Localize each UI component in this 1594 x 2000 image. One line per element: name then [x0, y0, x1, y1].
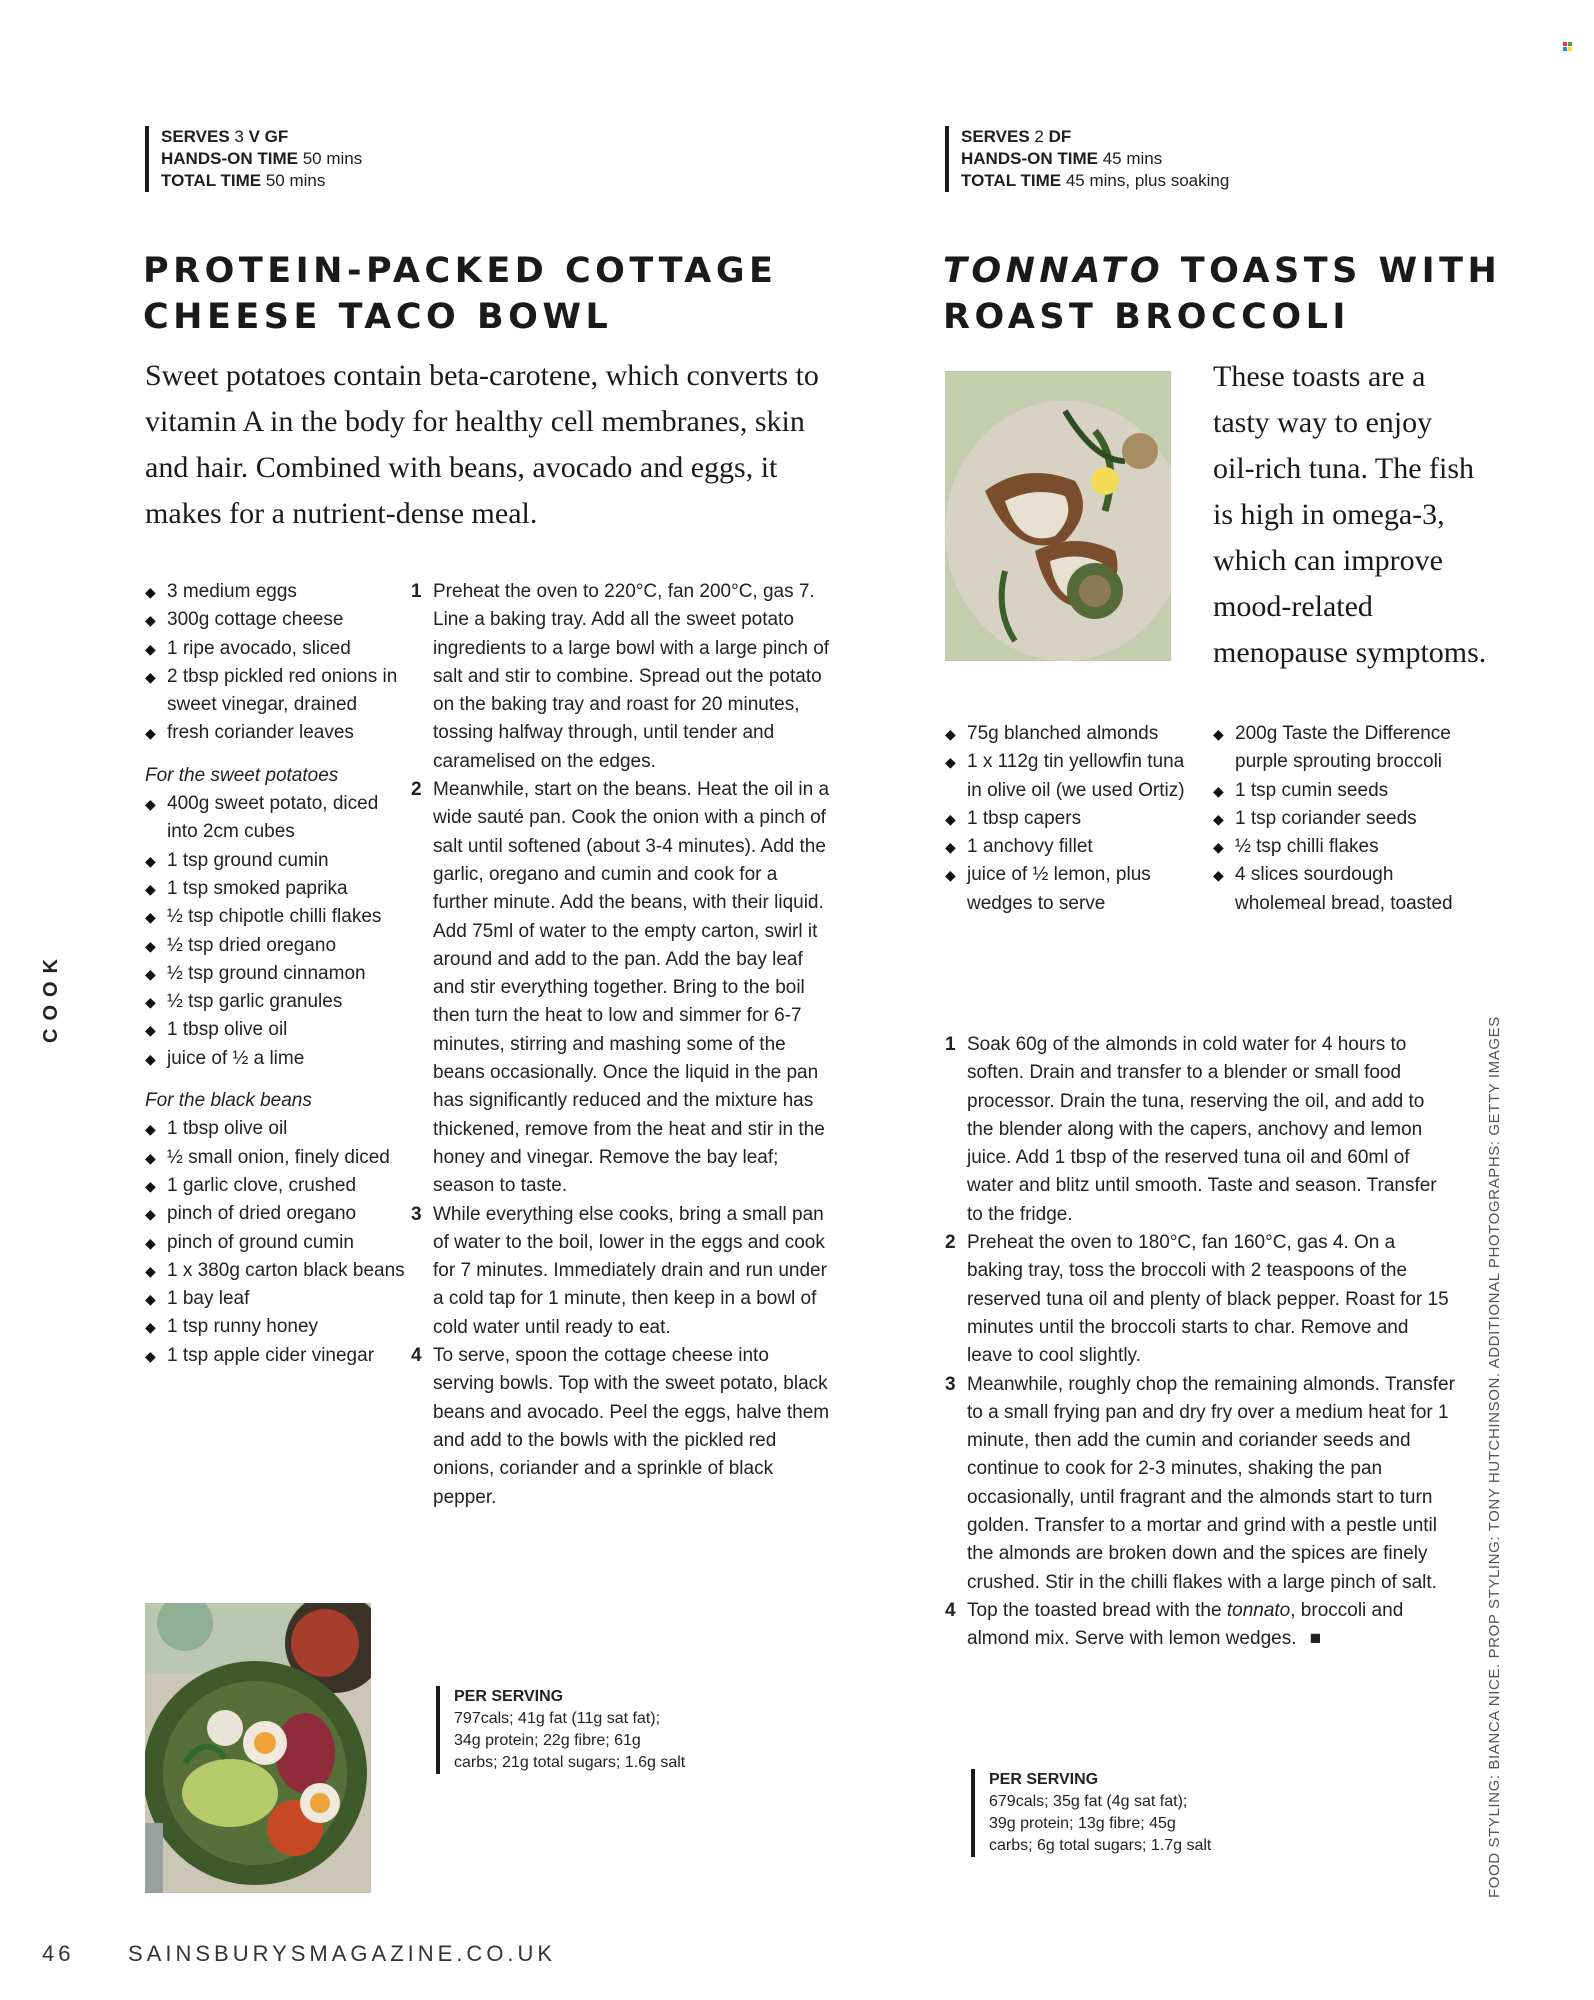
total-time-value: 45 mins, plus soaking: [1065, 171, 1230, 190]
ingredient-item: ◆ 1 anchovy fillet: [945, 833, 1195, 861]
right-nutrition: [971, 1769, 1211, 1857]
nutrition-line-1: 679cals; 35g fat (4g sat fat);: [989, 1793, 1188, 1810]
ingredient-item: ◆ 4 slices sourdough wholemeal bread, toasted: [1213, 861, 1463, 918]
intro-line: These toasts are a: [1213, 360, 1426, 393]
nutrition-line-2: 39g protein; 13g fibre; 45g: [989, 1815, 1176, 1832]
left-recipe-title: [143, 248, 777, 340]
ingredient-item: ◆ 1 tsp cumin seeds: [1213, 777, 1463, 805]
serves-value: 2: [1034, 127, 1044, 146]
serves-label: SERVES: [161, 127, 230, 146]
step-number: 3: [945, 1373, 956, 1395]
ingredient-item: ◆ pinch of ground cumin: [145, 1229, 407, 1257]
method-step: [945, 1229, 1455, 1370]
left-intro: Sweet potatoes contain beta-carotene, which converts to vitamin A in the body for healthy cell membranes, skin and hair. Combined with beans, avocado and eggs, it makes for a nutrient-dense meal.: [145, 359, 819, 530]
right-ingredients-col-2: [1213, 720, 1463, 918]
right-ingredients-col-1: [945, 720, 1195, 918]
total-time-label: TOTAL TIME: [161, 171, 262, 190]
intro-line: tasty way to enjoy: [1213, 406, 1433, 439]
nutrition-line-1: 797cals; 41g fat (11g sat fat);: [454, 1710, 661, 1727]
left-method: [411, 578, 831, 1512]
ingredient-item: ◆ 1 tsp smoked paprika: [145, 875, 407, 903]
step-number: 4: [945, 1599, 956, 1621]
intro-line: menopause symptoms.: [1213, 636, 1487, 669]
ingredient-item: ◆ ½ small onion, finely diced: [145, 1144, 407, 1172]
step-number: 1: [945, 1034, 956, 1055]
ingredient-item: ◆ 3 medium eggs: [145, 578, 407, 606]
hands-on-value: 45 mins: [1102, 149, 1163, 168]
ingredient-item: ◆ ½ tsp chipotle chilli flakes: [145, 903, 407, 931]
ingredient-item: ◆ 1 tsp runny honey: [145, 1313, 407, 1341]
intro-line: mood-related: [1213, 590, 1373, 623]
title-rest: TOASTS WITH: [1164, 251, 1502, 291]
ingredient-item: ◆ 1 garlic clove, crushed: [145, 1172, 407, 1200]
ingredient-item: ◆ 200g Taste the Difference purple sprouting broccoli: [1213, 720, 1463, 777]
ingredient-item: ◆ 1 tbsp olive oil: [145, 1016, 407, 1044]
step-text: To serve, spoon the cottage cheese into serving bowls. Top with the sweet potato, black beans and avocado. Peel the eggs, halve them and add to the bowls with the pickled red onions, coriander and a sprinkle of black pepper.: [433, 1345, 830, 1508]
ingredient-item: ◆ 1 x 112g tin yellowfin tuna in olive oil (we used Ortiz): [945, 748, 1195, 805]
method-step: [945, 1371, 1455, 1597]
step-text: Meanwhile, start on the beans. Heat the oil in a wide sauté pan. Cook the onion with a pinch of salt until softened (about 3-4 minutes). Add the garlic, oregano and cumin and cook for a further minute. Add the beans, with their liquid. Add 75ml of water to the empty carton, swirl it around and add to the pan. Add the bay leaf and stir everything together. Bring to the boil then turn the heat to low and simmer for 6-7 minutes, stirring and mashing some of the beans occasionally. Once the liquid in the pan has significantly reduced and the mixture has thickened, remove from the heat and stir in the honey and vinegar. Remove the bay leaf; season to taste.: [433, 779, 830, 1197]
total-time-label: TOTAL TIME: [961, 171, 1062, 190]
black-beans-heading: For the black beans: [145, 1090, 312, 1112]
hands-on-value: 50 mins: [302, 149, 363, 168]
ingredient-item: ◆ ½ tsp ground cinnamon: [145, 960, 407, 988]
serves-label: SERVES: [961, 127, 1030, 146]
ingredient-item: ◆ ½ tsp dried oregano: [145, 932, 407, 960]
ingredient-item: ◆ 300g cottage cheese: [145, 606, 407, 634]
step-number: 2: [411, 779, 422, 801]
ingredient-item: ◆ 1 tbsp olive oil: [145, 1115, 407, 1143]
ingredient-item: ◆ 1 tsp ground cumin: [145, 847, 407, 875]
step-number: 2: [945, 1232, 956, 1254]
ingredient-item: ◆ ½ tsp garlic granules: [145, 988, 407, 1016]
nutrition-line-3: carbs; 6g total sugars; 1.7g salt: [989, 1837, 1212, 1854]
ingredient-item: ◆ 75g blanched almonds: [945, 720, 1195, 748]
ingredient-item: ◆ 1 tsp coriander seeds: [1213, 805, 1463, 833]
end-mark: ■: [1309, 1628, 1322, 1650]
nutrition-heading: PER SERVING: [989, 1771, 1099, 1788]
left-recipe-meta: [145, 126, 362, 192]
title-line-2: CHEESE TACO BOWL: [143, 297, 613, 337]
intro-line: which can improve: [1213, 544, 1443, 577]
method-step: [411, 1201, 831, 1342]
method-step: [411, 578, 831, 776]
step-text-post: , broccoli and almond mix. Serve with lemon wedges.: [967, 1599, 1404, 1650]
intro-line: oil-rich tuna. The fish: [1213, 452, 1475, 485]
right-recipe-meta: [945, 126, 1229, 192]
step-text: Preheat the oven to 180°C, fan 160°C, gas 4. On a baking tray, toss the broccoli with 2 teaspoons of the reserved tuna oil and plenty of black pepper. Roast for 15 minutes until the broccoli starts to char. Remove and leave to cool slightly.: [967, 1232, 1449, 1367]
site-url: SAINSBURYSMAGAZINE.CO.UK: [128, 1941, 557, 1966]
sweet-potato-heading: For the sweet potatoes: [145, 764, 339, 786]
step-text: Preheat the oven to 220°C, fan 200°C, gas 7. Line a baking tray. Add all the sweet potato ingredients to a large bowl with a large pinch of salt and stir to combine. Spread out the potato on the baking tray and roast for 20 minutes, tossing halfway through, until tender and caramelised on the edges.: [433, 581, 830, 772]
right-recipe-title: [943, 248, 1501, 340]
title-italic: TONNATO: [943, 251, 1165, 291]
ingredient-item: ◆ 2 tbsp pickled red onions in sweet vinegar, drained: [145, 663, 407, 720]
ingredient-item: ◆ 1 bay leaf: [145, 1285, 407, 1313]
ingredient-item: ◆ 1 tsp apple cider vinegar: [145, 1342, 407, 1370]
ingredient-item: ◆ 1 tbsp capers: [945, 805, 1195, 833]
left-nutrition: [436, 1686, 685, 1774]
page-number: 46: [42, 1941, 75, 1966]
method-step: [411, 776, 831, 1200]
serves-value: 3: [234, 127, 244, 146]
ingredient-item: ◆ ½ tsp chilli flakes: [1213, 833, 1463, 861]
right-intro: [1213, 354, 1543, 676]
tonnato-toasts-photo: [945, 371, 1171, 661]
step-text: While everything else cooks, bring a small pan of water to the boil, lower in the eggs and cook for 7 minutes. Immediately drain and run under a cold tap for 1 minute, then keep in a bowl of cold water until ready to eat.: [433, 1203, 827, 1338]
total-time-value: 50 mins: [265, 171, 326, 190]
method-step: [411, 1342, 831, 1512]
method-step: [945, 1031, 1455, 1229]
step-number: 3: [411, 1203, 422, 1225]
hands-on-label: HANDS-ON TIME: [161, 149, 298, 168]
ingredient-item: ◆ juice of ½ a lime: [145, 1045, 407, 1073]
right-method: [945, 1031, 1455, 1654]
step-number: 1: [411, 581, 422, 602]
step-number: 4: [411, 1345, 422, 1367]
section-label-cook: COOK: [40, 951, 62, 1043]
ingredient-item: ◆ 400g sweet potato, diced into 2cm cubes: [145, 790, 407, 847]
hands-on-label: HANDS-ON TIME: [961, 149, 1098, 168]
taco-bowl-photo: [145, 1603, 371, 1893]
left-ingredients: [145, 578, 407, 1370]
diet-tags: V GF: [248, 127, 289, 146]
photo-credits: FOOD STYLING: BIANCA NICE. PROP STYLING: TONY HUTCHINSON. ADDITIONAL PHOTOGRAPHS: GETTY IMAGES: [1486, 1016, 1503, 1898]
title-line-2: ROAST BROCCOLI: [943, 297, 1350, 337]
ingredient-item: ◆ fresh coriander leaves: [145, 719, 407, 747]
method-step: [945, 1597, 1455, 1654]
ingredient-item: ◆ 1 ripe avocado, sliced: [145, 635, 407, 663]
step-text-pre: Top the toasted bread with the: [967, 1599, 1227, 1621]
step-text-italic: tonnato: [1226, 1599, 1291, 1621]
nutrition-line-2: 34g protein; 22g fibre; 61g: [454, 1732, 641, 1749]
corner-logo-mark: [1563, 38, 1572, 47]
nutrition-heading: PER SERVING: [454, 1688, 564, 1705]
nutrition-line-3: carbs; 21g total sugars; 1.6g salt: [454, 1754, 686, 1771]
step-text: Meanwhile, roughly chop the remaining almonds. Transfer to a small frying pan and dry fry over a medium heat for 1 minute, then add the cumin and coriander seeds and continue to cook for 2-3 minutes, shaking the pan occasionally, until fragrant and the almonds start to turn golden. Transfer to a mortar and grind with a pestle until the almonds are broken down and the spices are finely crushed. Stir in the chilli flakes with a large pinch of salt.: [967, 1373, 1455, 1593]
step-text: Soak 60g of the almonds in cold water for 4 hours to soften. Drain and transfer to a blender or small food processor. Drain the tuna, reserving the oil, and add to the blender along with the capers, anchovy and lemon juice. Add 1 tbsp of the reserved tuna oil and 60ml of water and blitz until smooth. Taste and season. Transfer to the fridge.: [967, 1034, 1437, 1225]
ingredient-item: ◆ juice of ½ lemon, plus wedges to serve: [945, 861, 1195, 918]
intro-line: is high in omega-3,: [1213, 498, 1445, 531]
title-line-1: PROTEIN-PACKED COTTAGE: [143, 251, 778, 291]
ingredient-item: ◆ pinch of dried oregano: [145, 1200, 407, 1228]
ingredient-item: ◆ 1 x 380g carton black beans: [145, 1257, 407, 1285]
diet-tags: DF: [1048, 127, 1072, 146]
